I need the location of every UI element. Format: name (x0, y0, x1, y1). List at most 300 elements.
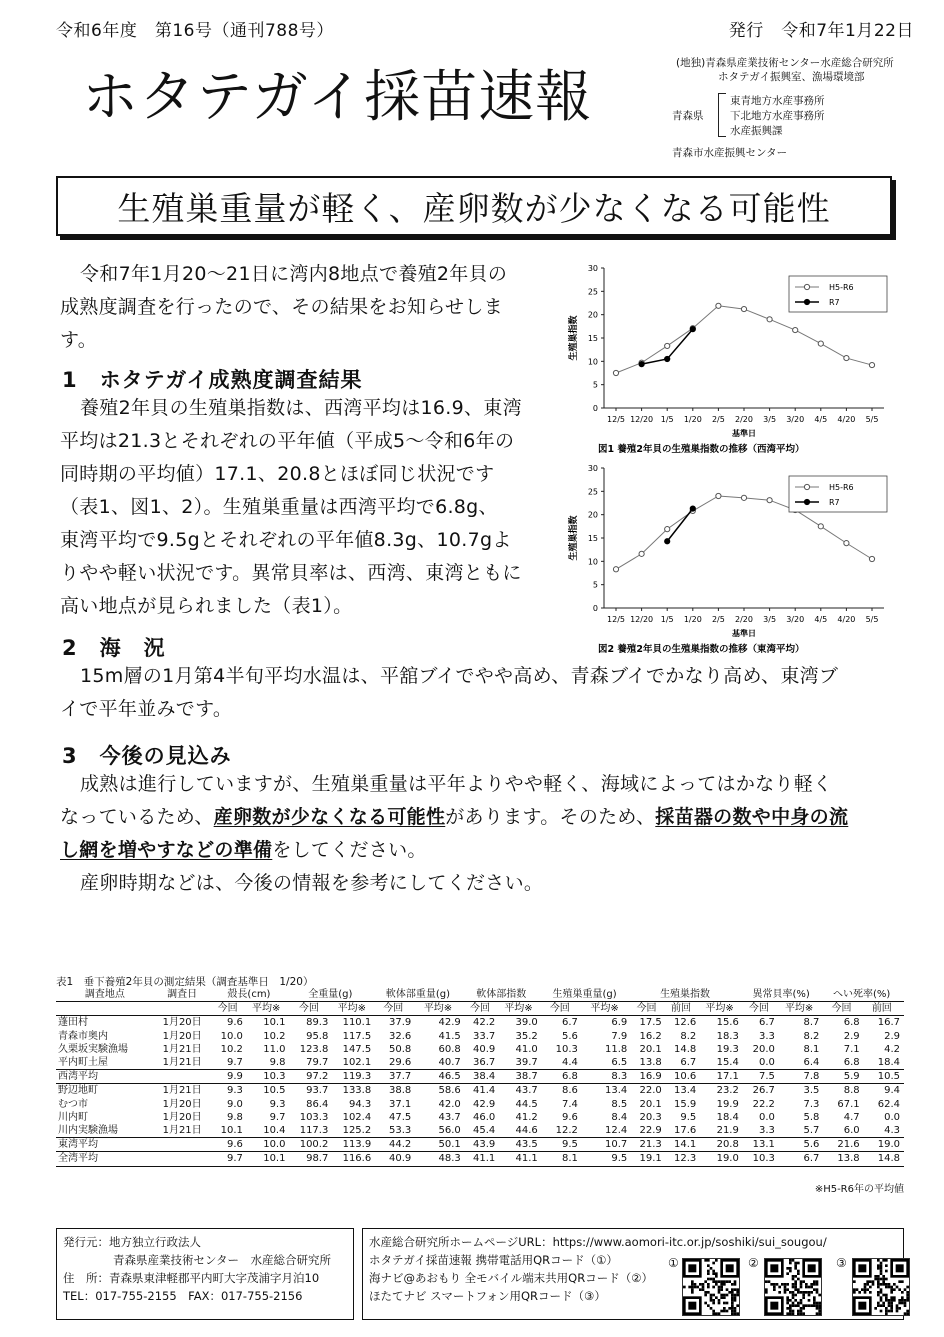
header-sub: 平均※ (415, 1002, 464, 1016)
data-point-H5-R6 (767, 317, 772, 322)
table-cell (156, 1152, 213, 1166)
qr-module (794, 1262, 797, 1265)
y-tick-label: 10 (587, 557, 598, 567)
data-point-H5-R6 (818, 341, 823, 346)
publisher-office-1: 東青地方水産事務所 (730, 95, 825, 107)
table-cell: 9.7 (212, 1152, 247, 1166)
qr-module (880, 1291, 883, 1294)
table-cell: 7.3 (803, 1098, 820, 1110)
table-cell: 4.3 (884, 1125, 900, 1137)
qr-module (816, 1304, 819, 1307)
x-tick-label: 3/20 (786, 615, 805, 624)
legend-label: R7 (829, 498, 840, 507)
qr-module (885, 1283, 888, 1286)
table-cell: 16.9 (631, 1070, 666, 1084)
x-tick-label: 1/20 (683, 615, 702, 624)
qr-module (702, 1283, 705, 1286)
table-cell: 100.2 (289, 1138, 332, 1152)
qr-module (818, 1302, 821, 1305)
qr-module (784, 1291, 787, 1294)
header-group: 軟体部指数 (465, 988, 542, 1002)
qr-module (715, 1280, 718, 1283)
qr-module (880, 1296, 883, 1299)
qr-module (792, 1283, 795, 1286)
qr-module (877, 1283, 880, 1286)
qr-module (794, 1264, 797, 1267)
y-tick-label: 10 (587, 357, 598, 367)
qr-module (699, 1288, 702, 1291)
header-sub: 平均※ (247, 1002, 290, 1016)
footer-org: 青森県産業技術センター 水産総合研究所 (113, 1253, 332, 1267)
section3-title: 3 今後の見込み (62, 744, 232, 768)
qr-module (864, 1283, 867, 1286)
qr-module (877, 1275, 880, 1278)
section1-line-4: （表1、図1、2）。生殖巣重量は西湾平均で6.8g、 (60, 496, 498, 518)
table-cell: 42.9 (472, 1098, 496, 1110)
header-date: 調査日 (156, 988, 213, 1002)
table-cell: 17.5 (639, 1017, 662, 1029)
qr-module (792, 1275, 795, 1278)
qr-module (797, 1312, 800, 1315)
x-tick-label: 2/5 (711, 415, 725, 424)
table-cell: 5.7 (803, 1125, 820, 1137)
qr-module (874, 1275, 877, 1278)
qr-module (808, 1304, 811, 1307)
qr-module (802, 1304, 805, 1307)
qr-module (802, 1296, 805, 1299)
data-point-H5-R6 (844, 541, 849, 546)
qr-module (734, 1307, 737, 1310)
qr-module (896, 1286, 899, 1289)
table-cell: 7.5 (743, 1070, 779, 1084)
table-cell: 12.6 (674, 1017, 697, 1029)
table-cell: 103.3 (299, 1111, 329, 1123)
qr-module (789, 1304, 792, 1307)
table-row (56, 1016, 904, 1030)
qr-module (800, 1312, 803, 1315)
qr-module (715, 1283, 718, 1286)
qr-module (789, 1312, 792, 1315)
table-cell: 10.1 (263, 1017, 286, 1029)
qr-module (896, 1310, 899, 1313)
section1-line-5: 東湾平均で9.5gとそれぞれの平年値8.3g、10.7gよ (60, 529, 512, 551)
chart-caption: 図1 養殖2年貝の生殖巣指数の推移（西湾平均） (598, 444, 805, 455)
table-cell: 22.9 (639, 1125, 662, 1137)
table-cell: 50.1 (415, 1138, 464, 1152)
qr-module (853, 1288, 856, 1291)
table-cell: 29.6 (389, 1057, 412, 1069)
table-cell: 19.3 (716, 1043, 739, 1055)
qr-module (906, 1291, 909, 1294)
homepage-url[interactable]: 水産総合研究所ホームページURL：https://www.aomori-itc.or.jp/soshiki/sui_sougou/ (369, 1235, 827, 1249)
table-cell: 37.9 (389, 1017, 412, 1029)
y-tick-label: 15 (587, 534, 598, 543)
qr-module (901, 1296, 904, 1299)
table-cell: 56.0 (438, 1125, 461, 1137)
data-point-H5-R6 (665, 343, 670, 348)
qr-module (786, 1302, 789, 1305)
section1-line-6: りやや軽い状況です。異常貝率は、西湾、東湾ともに (60, 562, 522, 584)
table-cell: 89.3 (306, 1017, 329, 1029)
qr-module (704, 1294, 707, 1297)
qr-module (885, 1312, 888, 1315)
qr-module (816, 1302, 819, 1305)
qr-module (786, 1307, 789, 1310)
qr-module (792, 1286, 795, 1289)
table-cell: 8.2 (803, 1030, 820, 1042)
qr-module (869, 1291, 872, 1294)
qr-module (710, 1278, 713, 1281)
qr-module (874, 1307, 877, 1310)
qr-module (707, 1286, 710, 1289)
qr-module (726, 1310, 729, 1313)
qr-module (904, 1288, 907, 1291)
table-cell: 37.1 (389, 1098, 412, 1110)
qr-module (885, 1278, 888, 1281)
table-cell: 46.5 (415, 1070, 464, 1084)
table-cell: 8.6 (561, 1085, 578, 1097)
qr-module (906, 1310, 909, 1313)
x-tick-label: 12/5 (607, 615, 625, 624)
table-cell: 9.0 (227, 1098, 243, 1110)
x-tick-label: 5/5 (865, 415, 879, 424)
qr-module (885, 1259, 888, 1262)
qr-module (718, 1291, 721, 1294)
qr-module (731, 1302, 734, 1305)
header-sub: 今回 (631, 1002, 666, 1016)
qr-module (890, 1302, 893, 1305)
x-tick-label: 5/5 (865, 615, 879, 624)
x-tick-label: 2/20 (735, 415, 753, 424)
qr-module (816, 1312, 819, 1315)
qr-module (728, 1291, 731, 1294)
table-cell: 12.2 (555, 1125, 578, 1137)
x-tick-label: 4/20 (837, 415, 856, 424)
section3-text: をしてください。 (272, 839, 427, 861)
qr-module (720, 1294, 723, 1297)
table-cell: 10.2 (263, 1030, 286, 1042)
qr-module (710, 1296, 713, 1299)
qr-module (789, 1270, 792, 1273)
qr-module (872, 1280, 875, 1283)
qr-module (712, 1270, 715, 1273)
table-cell: 5.8 (803, 1111, 820, 1123)
table-header-groups (56, 988, 904, 1002)
section3-text: なっているため、 (60, 806, 214, 828)
data-point-H5-R6 (613, 567, 618, 572)
table-cell: 44.2 (375, 1138, 415, 1152)
qr-module (773, 1288, 776, 1291)
qr-module (707, 1278, 710, 1281)
table-row (56, 1124, 904, 1138)
qr-module (765, 1291, 768, 1294)
table-cell: 19.0 (864, 1138, 904, 1152)
table-cell: 21.3 (631, 1138, 666, 1152)
table-cell: 22.0 (639, 1085, 662, 1097)
table-cell: 41.0 (515, 1043, 538, 1055)
table-cell: 44.5 (515, 1098, 538, 1110)
qr-module (778, 1291, 781, 1294)
qr-number-1: ① (668, 1256, 679, 1270)
table-cell: 10.3 (555, 1043, 578, 1055)
qr-module (789, 1262, 792, 1265)
table-cell: 0.0 (759, 1111, 775, 1123)
table-cell: 8.1 (803, 1043, 820, 1055)
qr-code-2-icon[interactable] (764, 1258, 822, 1316)
qr-module (904, 1299, 907, 1302)
qr-module (818, 1304, 821, 1307)
table-cell: 98.7 (289, 1152, 332, 1166)
header-sub: 平均※ (332, 1002, 375, 1016)
section3-text: があります。そのため、 (445, 806, 656, 828)
qr-module (726, 1302, 729, 1305)
table-cell: 7.1 (843, 1043, 860, 1055)
qr-module (773, 1283, 776, 1286)
table-cell: 9.6 (561, 1111, 578, 1123)
table-cell: 7.4 (561, 1098, 578, 1110)
table-cell: 5.9 (823, 1070, 863, 1084)
qr-module (893, 1283, 896, 1286)
table-cell: 1月21日 (162, 1043, 202, 1055)
qr-module (794, 1288, 797, 1291)
qr-module (702, 1286, 705, 1289)
table-cell: 9.6 (227, 1017, 243, 1029)
qr-finder-core (688, 1302, 696, 1310)
qr-module (885, 1270, 888, 1273)
qr-module (898, 1307, 901, 1310)
y-tick-label: 20 (587, 310, 598, 320)
section3-line-4: 産卵時期などは、今後の情報を参考にしてください。 (80, 872, 544, 894)
qr-module (885, 1310, 888, 1313)
header-group: 生殖巣重量(g) (542, 988, 632, 1002)
qr-module (736, 1304, 739, 1307)
qr-module (882, 1302, 885, 1305)
publisher-pref: 青森県 (672, 110, 704, 122)
qr-finder-core (770, 1264, 778, 1272)
data-point-H5-R6 (767, 498, 772, 503)
y-tick-label: 25 (587, 487, 598, 497)
table-cell: 43.9 (465, 1138, 500, 1152)
table-cell: 117.5 (342, 1030, 372, 1042)
qr-module (805, 1291, 808, 1294)
header-sub: 平均※ (700, 1002, 743, 1016)
qr-module (718, 1288, 721, 1291)
y-axis-label: 生殖巣指数 (569, 315, 579, 361)
header-sub: 平均※ (582, 1002, 631, 1016)
table-cell: 11.8 (605, 1043, 628, 1055)
table-cell: 9.8 (227, 1111, 243, 1123)
table-cell: 1月20日 (162, 1017, 202, 1029)
section2-title: 2 海 況 (62, 636, 166, 660)
qr-module (864, 1291, 867, 1294)
legend-label: R7 (829, 298, 840, 307)
qr-module (816, 1283, 819, 1286)
qr-module (818, 1307, 821, 1310)
qr-module (906, 1296, 909, 1299)
qr-module (805, 1286, 808, 1289)
table-cell: 15.6 (716, 1017, 739, 1029)
qr-module (715, 1275, 718, 1278)
y-axis-label: 生殖巣指数 (569, 515, 579, 561)
qr-module (707, 1259, 710, 1262)
qr-module (869, 1286, 872, 1289)
qr-module (784, 1283, 787, 1286)
footer-address: 住 所：青森県東津軽郡平内町大字茂浦字月泊10 (63, 1271, 320, 1285)
qr-module (890, 1310, 893, 1313)
table-cell (156, 1138, 213, 1152)
key-point-spawning: 産卵数が少なくなる可能性 (213, 806, 446, 828)
qr-module (696, 1286, 699, 1289)
table-cell: 13.8 (823, 1152, 863, 1166)
qr-module (792, 1278, 795, 1281)
qr-module (893, 1288, 896, 1291)
table-cell: 8.2 (680, 1030, 697, 1042)
table-cell: 10.3 (247, 1070, 290, 1084)
qr-module (877, 1280, 880, 1283)
qr-module (818, 1294, 821, 1297)
table-cell: 41.5 (438, 1030, 461, 1042)
table-cell: 20.3 (639, 1111, 662, 1123)
qr-module (890, 1296, 893, 1299)
qr-module (789, 1267, 792, 1270)
data-point-H5-R6 (613, 370, 618, 375)
header-sub: 今回 (743, 1002, 779, 1016)
qr-module (896, 1307, 899, 1310)
table-row (56, 1152, 904, 1166)
table-cell: 50.8 (389, 1043, 412, 1055)
table-cell: 7.8 (779, 1070, 823, 1084)
qr-module (797, 1302, 800, 1305)
qr-module (691, 1291, 694, 1294)
intro-line-1: 令和7年1月20～21日に湾内8地点で養殖2年貝の (80, 263, 508, 285)
qr-module (813, 1299, 816, 1302)
qr-module (877, 1294, 880, 1297)
qr-module (726, 1280, 729, 1283)
table-cell: 86.4 (306, 1098, 329, 1110)
qr-module (712, 1294, 715, 1297)
qr-module (802, 1307, 805, 1310)
y-tick-label: 0 (592, 404, 598, 413)
qr-module (896, 1304, 899, 1307)
qr-module (805, 1304, 808, 1307)
qr-module (723, 1294, 726, 1297)
table-cell: 9.5 (680, 1111, 697, 1123)
x-tick-label: 3/5 (763, 615, 777, 624)
table-cell: 3.5 (803, 1085, 820, 1097)
headline: 生殖巣重量が軽く、産卵数が少なくなる可能性 (56, 176, 892, 236)
qr-module (718, 1312, 721, 1315)
qr-module (723, 1296, 726, 1299)
table-cell: 12.3 (666, 1152, 701, 1166)
qr-module (715, 1272, 718, 1275)
qr-module (802, 1312, 805, 1315)
qr-module (731, 1294, 734, 1297)
qr-module (731, 1296, 734, 1299)
qr-module (882, 1275, 885, 1278)
qr-module (880, 1272, 883, 1275)
intro-line-3: す。 (60, 329, 98, 351)
table-cell: 40.9 (375, 1152, 415, 1166)
qr-module (792, 1302, 795, 1305)
qr-module (718, 1299, 721, 1302)
table-cell: 9.7 (227, 1057, 243, 1069)
qr-module (898, 1302, 901, 1305)
x-tick-label: 12/20 (630, 415, 654, 424)
table-cell: 西湾平均 (56, 1070, 156, 1084)
table-cell: 42.2 (472, 1017, 496, 1029)
qr-module (810, 1304, 813, 1307)
qr-module (734, 1312, 737, 1315)
qr-module (691, 1288, 694, 1291)
chart-west-bay (560, 258, 910, 458)
qr-module (726, 1294, 729, 1297)
table-cell: 7.9 (611, 1030, 628, 1042)
table-cell: 62.4 (877, 1098, 900, 1110)
qr-code-1-icon[interactable] (682, 1258, 740, 1316)
section3-line-2 (60, 801, 848, 834)
table-cell: 9.8 (269, 1057, 286, 1069)
qr-module (723, 1310, 726, 1313)
qr-module (890, 1304, 893, 1307)
qr-module (890, 1286, 893, 1289)
qr-module (890, 1288, 893, 1291)
x-tick-label: 1/20 (683, 415, 702, 424)
x-tick-label: 2/20 (735, 615, 753, 624)
qr-module (882, 1278, 885, 1281)
qr-module (882, 1259, 885, 1262)
table-cell: 46.0 (472, 1111, 496, 1123)
table-cell: 1月21日 (162, 1085, 202, 1097)
legend-label: H5-R6 (829, 483, 854, 492)
qr-module (710, 1267, 713, 1270)
qr-module (797, 1272, 800, 1275)
qr-module (712, 1310, 715, 1313)
table-cell: 43.5 (499, 1138, 542, 1152)
qr-module (880, 1267, 883, 1270)
y-tick-label: 25 (587, 287, 598, 297)
qr-module (805, 1283, 808, 1286)
qr-module (792, 1310, 795, 1313)
section1-line-7: 高い地点が見られました（表1）。 (60, 595, 353, 617)
qr-module (802, 1280, 805, 1283)
qr-module (864, 1286, 867, 1289)
qr-module (789, 1291, 792, 1294)
table-cell: 10.1 (220, 1125, 243, 1137)
qr-code-3-icon[interactable] (852, 1258, 910, 1316)
qr-module (768, 1280, 771, 1283)
qr-module (786, 1296, 789, 1299)
table-cell: 10.2 (220, 1043, 243, 1055)
qr-module (877, 1304, 880, 1307)
x-tick-label: 1/5 (660, 615, 674, 624)
qr-module (869, 1280, 872, 1283)
qr-module (773, 1286, 776, 1289)
header-group: 異常貝率(%) (743, 988, 824, 1002)
table-cell: 119.3 (332, 1070, 375, 1084)
qr-module (858, 1291, 861, 1294)
qr-module (888, 1286, 891, 1289)
qr-module (707, 1264, 710, 1267)
qr-module (723, 1280, 726, 1283)
x-tick-label: 2/5 (711, 615, 725, 624)
publisher-bracket (718, 93, 726, 137)
qr-module (808, 1294, 811, 1297)
table-cell: 19.9 (716, 1098, 739, 1110)
qr-module (797, 1288, 800, 1291)
table-cell: 8.7 (803, 1017, 820, 1029)
key-point-preparation: 採苗器の数や中身の流 (655, 806, 849, 828)
qr-module (877, 1264, 880, 1267)
